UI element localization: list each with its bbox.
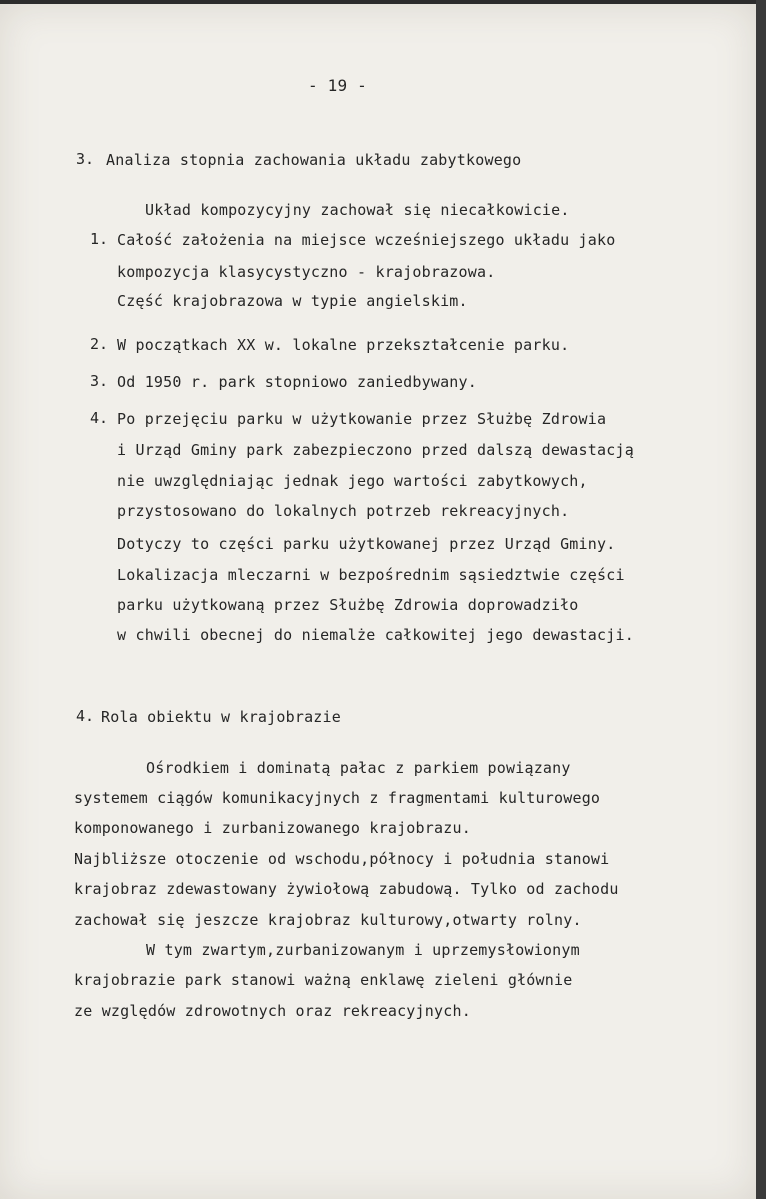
item4-line: parku użytkowaną przez Służbę Zdrowia doprowadziło — [117, 596, 579, 614]
item2-line: W początkach XX w. lokalne przekształcenie parku. — [117, 336, 570, 354]
section4-line: komponowanego i zurbanizowanego krajobrazu. — [74, 819, 471, 837]
item4-line: w chwili obecnej do niemalże całkowitej jego dewastacji. — [117, 626, 634, 644]
item2-number: 2. — [90, 335, 109, 353]
item4-line: przystosowano do lokalnych potrzeb rekreacyjnych. — [117, 502, 570, 520]
section4-line: W tym zwartym,zurbanizowanym i uprzemysłowionym — [146, 941, 580, 959]
item3-number: 3. — [90, 372, 109, 390]
section4-line: systemem ciągów komunikacyjnych z fragmentami kulturowego — [74, 789, 601, 807]
item4-number: 4. — [90, 409, 109, 427]
section3-heading: Analiza stopnia zachowania układu zabytkowego — [106, 151, 522, 169]
section4-line: Ośrodkiem i dominatą pałac z parkiem powiązany — [146, 759, 571, 777]
item1-line: Całość założenia na miejsce wcześniejszego układu jako — [117, 231, 616, 249]
item1-line: Część krajobrazowa w typie angielskim. — [117, 292, 468, 310]
section4-line: Najbliższe otoczenie od wschodu,północy i południa stanowi — [74, 850, 610, 868]
page-number: - 19 - — [308, 76, 367, 95]
item4-line: nie uwzględniając jednak jego wartości zabytkowych, — [117, 472, 588, 490]
item4-line: Lokalizacja mleczarni w bezpośrednim sąsiedztwie części — [117, 566, 625, 584]
section4-line: ze względów zdrowotnych oraz rekreacyjnych. — [74, 1002, 471, 1020]
section4-number: 4. — [76, 707, 95, 725]
page-edge — [756, 0, 766, 1199]
item4-line: Po przejęciu parku w użytkowanie przez Służbę Zdrowia — [117, 410, 607, 428]
item1-line: kompozycja klasycystyczno - krajobrazowa. — [117, 263, 496, 281]
section4-heading: Rola obiektu w krajobrazie — [101, 708, 341, 726]
item4-line: Dotyczy to części parku użytkowanej przez Urząd Gminy. — [117, 535, 616, 553]
item1-number: 1. — [90, 230, 109, 248]
document-page — [0, 4, 756, 1199]
section4-line: krajobrazie park stanowi ważną enklawę zieleni głównie — [74, 971, 573, 989]
item4-line: i Urząd Gminy park zabezpieczono przed dalszą dewastacją — [117, 441, 634, 459]
section3-intro: Układ kompozycyjny zachował się niecałkowicie. — [145, 201, 570, 219]
item3-line: Od 1950 r. park stopniowo zaniedbywany. — [117, 373, 477, 391]
section4-line: krajobraz zdewastowany żywiołową zabudową. Tylko od zachodu — [74, 880, 619, 898]
section3-number: 3. — [76, 150, 95, 168]
section4-line: zachował się jeszcze krajobraz kulturowy,otwarty rolny. — [74, 911, 582, 929]
